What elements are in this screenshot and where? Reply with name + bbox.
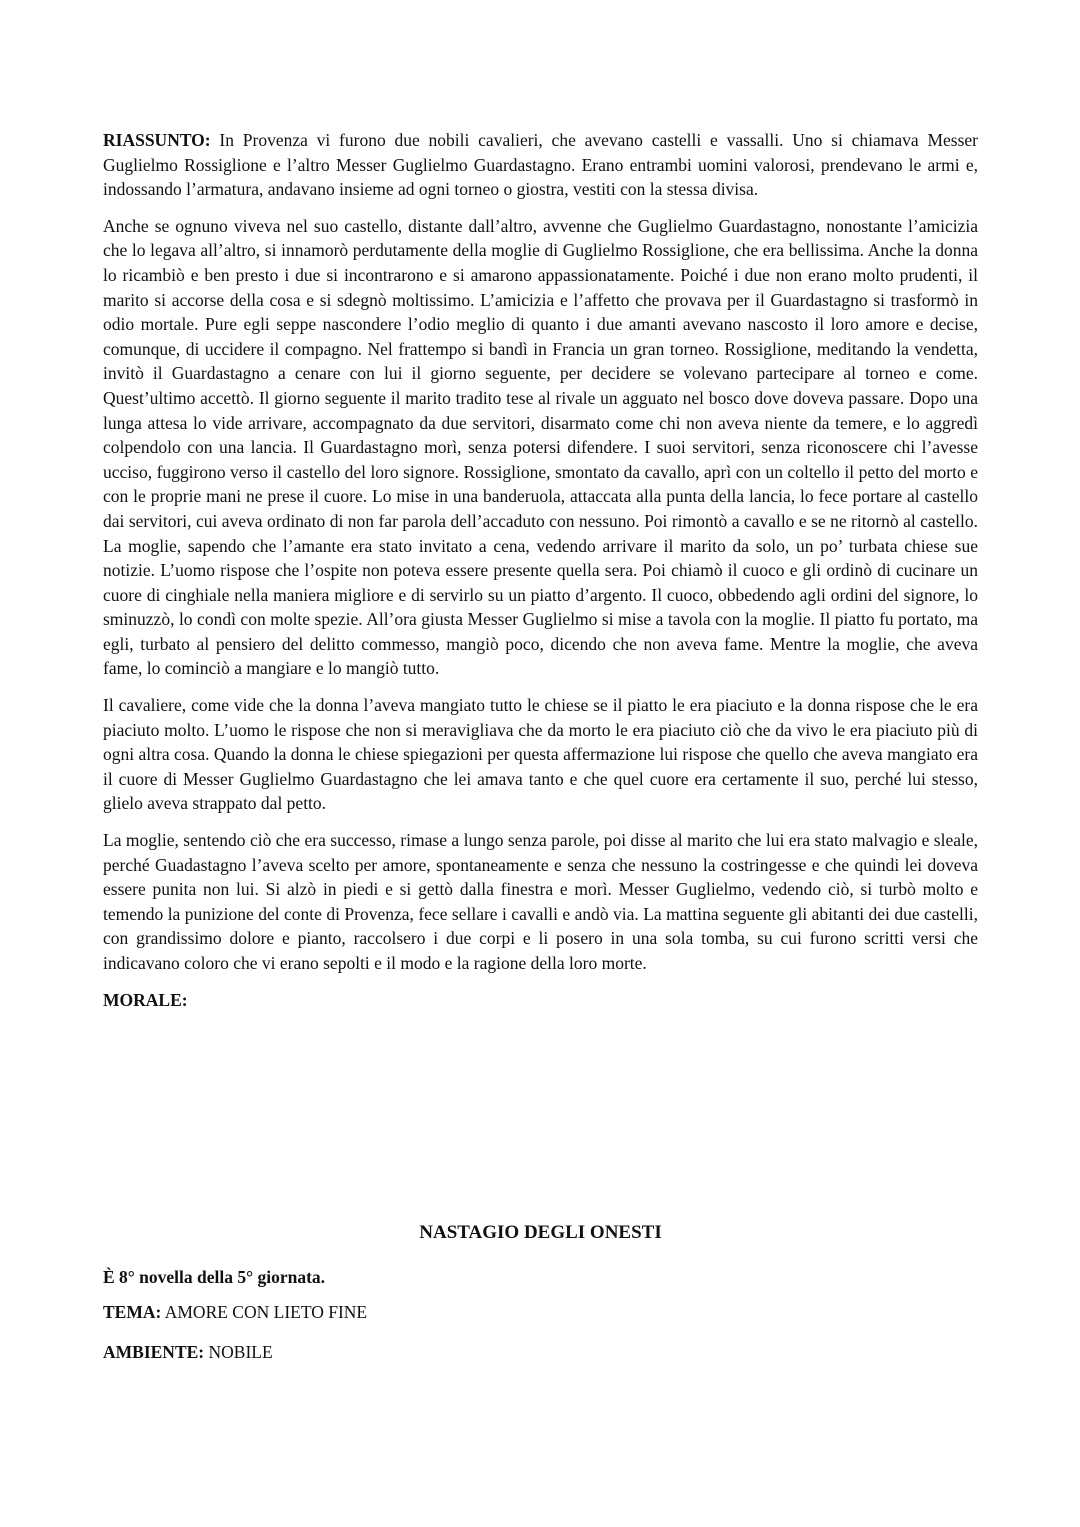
summary-paragraph-4: La moglie, sentendo ciò che era successo, rimase a lungo senza parole, poi disse al marito che lui era stato malvagio e sleale, perché Guadastagno l’aveva scelto per amore, spontaneamente e senza che nessuno la costringesse e che quindi lei doveva essere punita non lui. Si alzò in piedi e si gettò dalla finestra e morì. Messer Guglielmo, vedendo ciò, si turbò molto e temendo la punizione del conte di Provenza, fece sellare i cavalli e andò via. La mattina seguente gli abitanti dei due castelli, con grandissimo dolore e pianto, raccolsero i due corpi e li posero in una sola tomba, su cui furono scritti versi che indicavano coloro che vi erano sepolti e il modo e la ragione della loro morte. <box>103 830 978 973</box>
story-position: È 8° novella della 5° giornata. <box>103 1267 326 1287</box>
ambiente-label: AMBIENTE: <box>103 1342 205 1362</box>
summary-paragraph-2: Anche se ognuno viveva nel suo castello, distante dall’altro, avvenne che Guglielmo Guardastagno, nonostante l’amicizia che lo legava all’altro, si innamorò perdutamente della moglie di Guglielmo Rossiglione, che era bellissima. Anche la donna lo ricambiò e ben presto i due si incontrarono e si amarono appassionatamente. Poiché i due non erano molto prudenti, il marito si accorse della cosa e si sdegnò moltissimo. L’amicizia e l’affetto che provava per il Guardastagno si trasformò in odio mortale. Pure egli seppe nascondere l’odio meglio di quanto i due amanti avevano nascosto il loro amore e decise, comunque, di uccidere il compagno. Nel frattempo si bandì in Francia un gran torneo. Rossiglione, meditando la vendetta, invitò il Guardastagno a cenare con lui il giorno seguente, per decidere se volevano partecipare al torneo e come. Quest’ultimo accettò. Il giorno seguente il marito tradito tese al rivale un agguato nel bosco dove doveva passare. Dopo una lunga attesa lo vide arrivare, accompagnato da due servitori, disarmato come chi non aveva niente da temere, e lo aggredì colpendolo con una lancia. Il Guardastagno morì, senza potersi difendere. I suoi servitori, senza riconoscere chi l’avesse ucciso, fuggirono verso il castello del loro signore. Rossiglione, smontato da cavallo, aprì con un coltello il petto del morto e con le proprie mani ne prese il cuore. Lo mise in una banderuola, attaccata alla punta della lancia, lo fece portare al castello dai servitori, cui aveva ordinato di non far parola dell’accaduto con nessuno. Poi rimontò a cavallo e se ne ritornò al castello. La moglie, sapendo che l’amante era stato invitato a cena, vedendo arrivare il marito da solo, un po’ turbata chiese sue notizie. L’uomo rispose che l’ospite non poteva essere presente quella sera. Poi chiamò il cuoco e gli ordinò di cucinare un cuore di cinghiale nella maniera migliore e di servirlo su un piatto d’argento. Il cuoco, obbedendo agli ordini del signore, lo sminuzzò, lo condì con molte spezie. All’ora giusta Messer Guglielmo si mise a tavola con la moglie. Il piatto fu portato, ma egli, turbato al pensiero del delitto commesso, mangiò poco, dicendo che non aveva fame. Mentre la moglie, che aveva fame, lo cominciò a mangiare e lo mangiò tutto. <box>103 215 978 679</box>
summary-paragraph-3: Il cavaliere, come vide che la donna l’aveva mangiato tutto le chiese se il piatto le era piaciuto e la donna rispose che le era piaciuto molto. L’uomo le rispose che non si meravigliava che da morto le era piaciuto ciò che da vivo le era piaciuto più di ogni altra cosa. Quando la donna le chiese spiegazioni per questa affermazione lui rispose che quello che aveva mangiato era il cuore di Messer Guglielmo Guardastagno che lei amava tanto e che quel cuore era certamente il suo, perché lui stesso, glielo aveva strappato dal petto. <box>103 695 978 814</box>
morale-label: MORALE: <box>103 989 188 1010</box>
tema-value: AMORE CON LIETO FINE <box>161 1302 368 1322</box>
summary-label: RIASSUNTO: <box>103 130 211 150</box>
ambiente-value: NOBILE <box>204 1342 273 1362</box>
summary-paragraph-1 <box>103 128 978 202</box>
summary-paragraph-1-text: In Provenza vi furono due nobili cavalieri, che avevano castelli e vassalli. Uno si chiamava Messer Guglielmo Rossiglione e l’altro Messer Guglielmo Guardastagno. Erano entrambi uomini valorosi, prendevano le armi e, indossando l’armatura, andavano insieme ad ogni torneo o giostra, vestiti con la stessa divisa. <box>103 130 978 200</box>
story-ambiente <box>103 1340 978 1364</box>
story-title: NASTAGIO DEGLI ONESTI <box>419 1222 662 1243</box>
tema-label: TEMA: <box>103 1302 162 1322</box>
story-tema <box>103 1300 978 1324</box>
summary-section <box>103 128 978 1012</box>
